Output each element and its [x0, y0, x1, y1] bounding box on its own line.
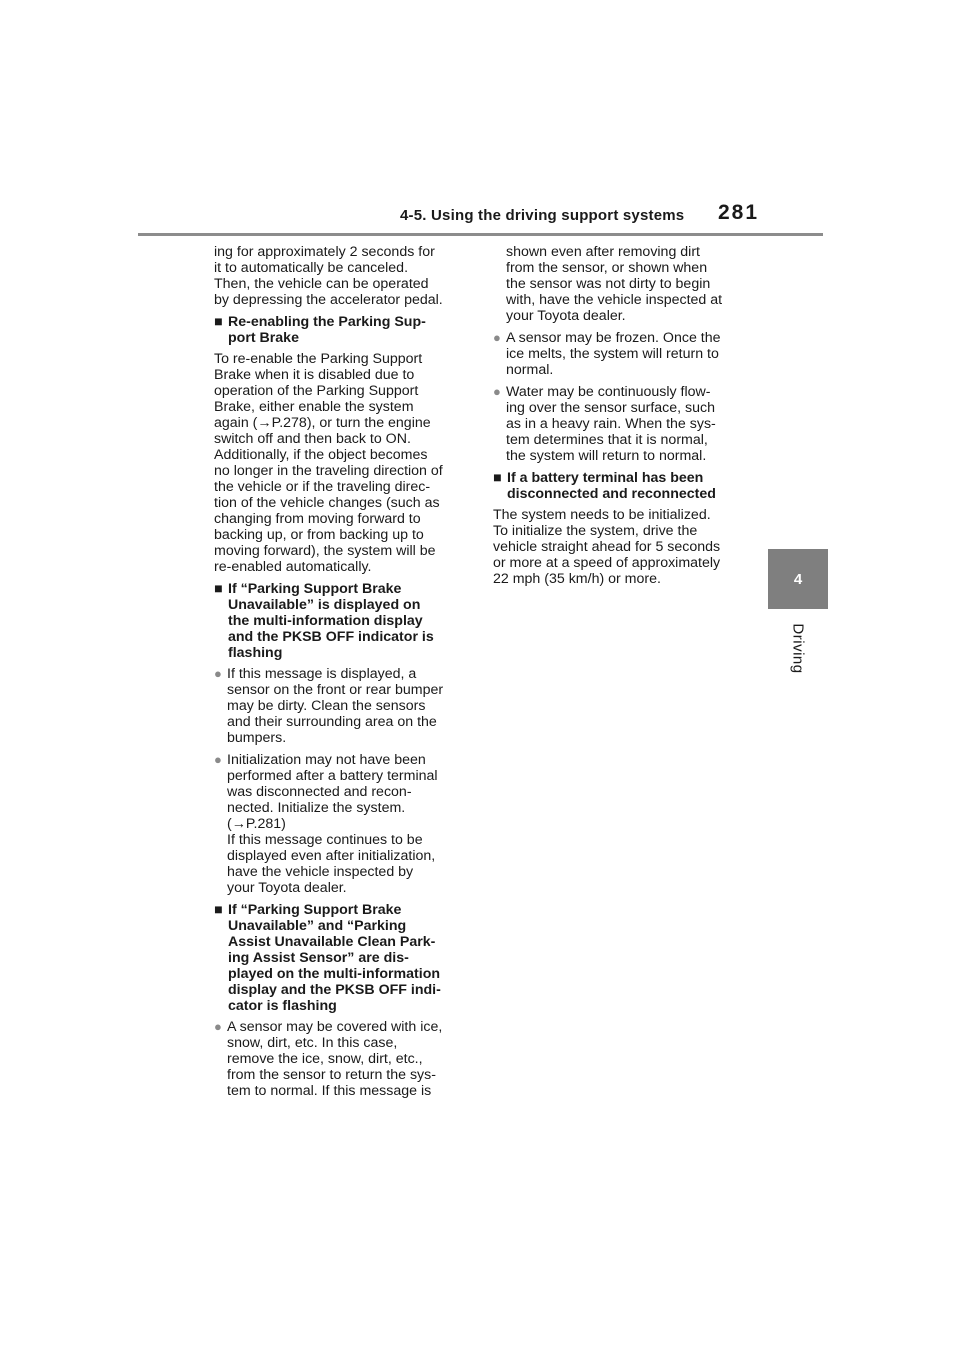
- bullet-item: [493, 330, 755, 378]
- circle-bullet-icon: ●: [493, 330, 501, 345]
- bullet-item: [214, 1019, 476, 1099]
- square-bullet-icon: ■: [214, 902, 223, 918]
- bullet-text: A sensor may be frozen. Once the ice melts, the system will return to normal.: [506, 330, 721, 378]
- bullet-continuation: shown even after removing dirt from the sensor, or shown when the sensor was not dirty to begin with, have the vehicle inspected at your Toyota dealer.: [506, 244, 723, 324]
- right-column: [493, 244, 755, 593]
- chapter-label: [768, 618, 828, 678]
- bullet-text: Water may be continuously flow- ing over the sensor surface, such as in a heavy rain. When the sys- tem determines that it is normal, the system will return to normal.: [506, 384, 716, 464]
- square-bullet-icon: ■: [214, 581, 223, 597]
- header-divider: [138, 233, 823, 236]
- left-column: [214, 244, 476, 1105]
- square-bullet-icon: ■: [214, 314, 223, 330]
- bullet-item: [214, 752, 476, 896]
- intro-paragraph: ing for approximately 2 seconds for it to automatically be canceled. Then, the vehicle can be operated by depressing the accelerator pedal.: [214, 244, 443, 308]
- bullet-text: A sensor may be covered with ice, snow, dirt, etc. In this case, remove the ice, snow, dirt, etc., from the sensor to return the sys- tem to normal. If this message is: [227, 1019, 443, 1099]
- page-number: 281: [718, 201, 760, 224]
- section-body-battery: The system needs to be initialized. To initialize the system, drive the vehicle straight ahead for 5 seconds or more at a speed of approximately 22 mph (35 km/h) or more.: [493, 507, 721, 587]
- section-heading-text: Re-enabling the Parking Sup- port Brake: [228, 314, 426, 346]
- section-heading-clean-sensor: [214, 902, 476, 1014]
- bullet-item: [493, 384, 755, 464]
- chapter-number: 4: [793, 570, 803, 588]
- circle-bullet-icon: ●: [493, 384, 501, 399]
- section-heading-text: If a battery terminal has been disconnected and reconnected: [507, 470, 716, 502]
- section-heading-text: If “Parking Support Brake Unavailable” and “Parking Assist Unavailable Clean Park- ing Assist Sensor” are dis- played on the multi-information display and the PKSB OFF indi- cator is flashing: [228, 902, 441, 1014]
- section-heading-text: If “Parking Support Brake Unavailable” is displayed on the multi-information display and the PKSB OFF indicator is flashing: [228, 581, 434, 661]
- section-title: 4-5. Using the driving support systems: [400, 207, 685, 224]
- section-body-re-enabling: To re-enable the Parking Support Brake when it is disabled due to operation of the Parking Support Brake, either enable the system again (→P.278), or turn the engine switch off and then back to ON. Additionally, if the object becomes no longer in the traveling direction of the vehicle or if the traveling direc- tion of the vehicle changes (such as changing from moving forward to backing up, or from backing up to moving forward), the system will be re-enabled automatically.: [214, 351, 443, 575]
- bullet-text: Initialization may not have been performed after a battery terminal was disconnected and recon- nected. Initialize the system. (→P.281) If this message continues to be displayed even after initialization, have the vehicle inspected by your Toyota dealer.: [227, 752, 438, 896]
- circle-bullet-icon: ●: [214, 752, 222, 767]
- section-heading-battery: [493, 470, 755, 502]
- section-heading-re-enabling: [214, 314, 476, 346]
- circle-bullet-icon: ●: [214, 1019, 222, 1034]
- section-heading-unavailable: [214, 581, 476, 661]
- bullet-item: [214, 666, 476, 746]
- circle-bullet-icon: ●: [214, 666, 222, 681]
- chapter-name: Driving: [789, 622, 807, 674]
- bullet-text: If this message is displayed, a sensor on the front or rear bumper may be dirty. Clean the sensors and their surrounding area on the bumpers.: [227, 666, 444, 746]
- square-bullet-icon: ■: [493, 470, 502, 486]
- chapter-tab: [768, 549, 828, 609]
